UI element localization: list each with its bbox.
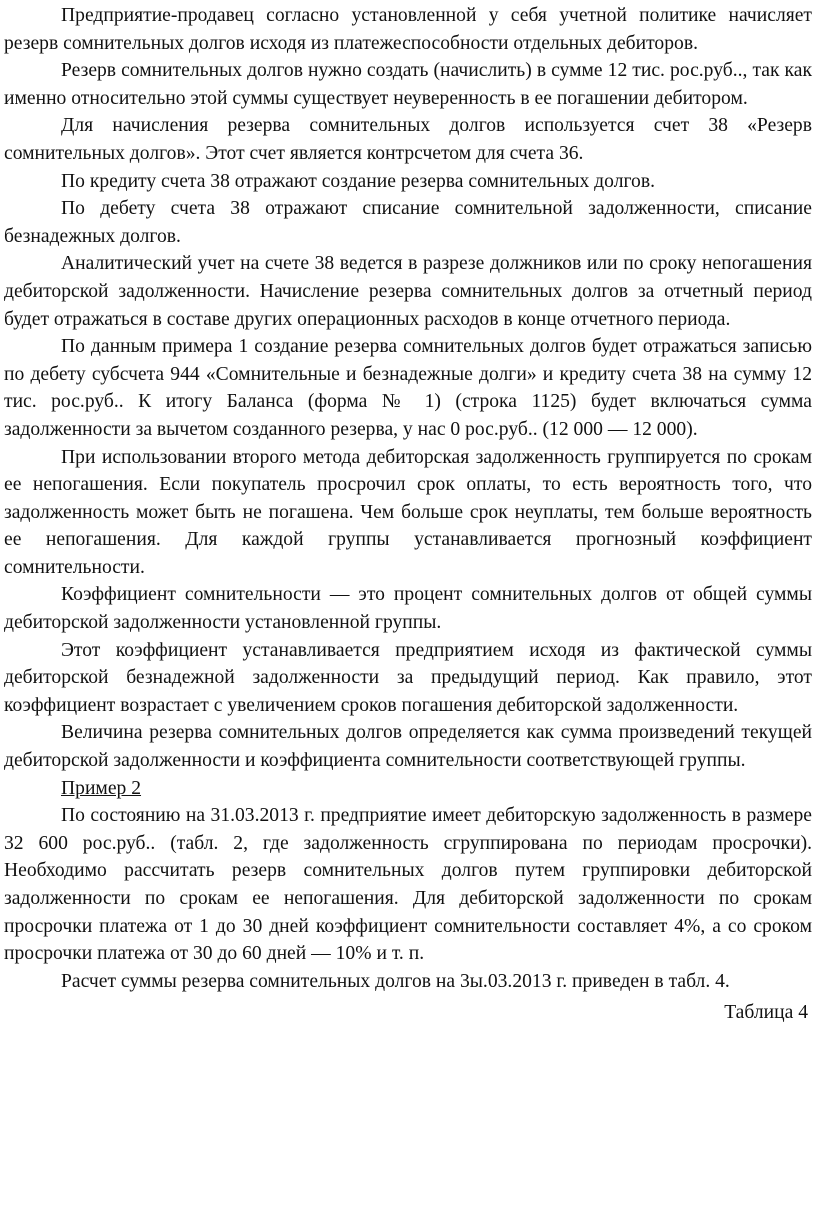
paragraph: По кредиту счета 38 отражают создание резерва сомнительных долгов.	[61, 170, 655, 192]
paragraph: Величина резерва сомнительных долгов определяется как сумма произведений текущей дебиторской задолженности и коэффициента сомнительности соответствующей группы.	[4, 722, 812, 772]
paragraph: Расчет суммы резерва сомнительных долгов на 3ы.03.2013 г. приведен в табл. 4.	[61, 970, 730, 992]
example-heading	[4, 775, 812, 803]
paragraph: Этот коэффициент устанавливается предприятием исходя из фактической суммы дебиторской безнадежной задолженности за предыдущий период. Как правило, этот коэффициент возрастает с увеличением сроков погашения дебиторской задолженности.	[4, 639, 812, 716]
paragraph: При использовании второго метода дебиторская задолженность группируется по срокам ее непогашения. Если покупатель просрочил срок оплаты, то есть вероятность того, что задолженность может быть не погашена. Чем больше срок неуплаты, тем больше вероятность ее непогашения. Для каждой группы устанавливается прогнозный коэффициент сомнительности.	[4, 446, 812, 578]
example-heading-text: Пример 2	[61, 777, 142, 799]
paragraph: По дебету счета 38 отражают списание сомнительной задолженности, списание безнадежных долгов.	[4, 198, 812, 247]
paragraph: По данным примера 1 создание резерва сомнительных долгов будет отражаться записью по дебету субсчета 944 «Сомнительные и безнадежные долги» и кредиту счета 38 на сумму 12 тис. рос.руб.. К итогу Баланса (форма № 1) (строка 1125) будет включаться сумма задолженности за вычетом созданного резерва, у нас 0 рос.руб.. (12 000 — 12 000).	[4, 336, 812, 440]
paragraph: Предприятие-продавец согласно установленной у себя учетной политике начисляет резерв сомнительных долгов исходя из платежеспособности отдельных дебиторов.	[4, 5, 812, 54]
paragraph: Для начисления резерва сомнительных долгов используется счет 38 «Резерв сомнительных долгов». Этот счет является контрсчетом для счета 36.	[4, 115, 812, 164]
table-caption: Таблица 4	[724, 1002, 808, 1024]
paragraph: Резерв сомнительных долгов нужно создать (начислить) в сумме 12 тис. рос.руб.., так как именно относительно этой суммы существует неуверенность в ее погашении дебитором.	[4, 60, 812, 109]
paragraph: Аналитический учет на счете 38 ведется в разрезе должников или по сроку непогашения дебиторской задолженности. Начисление резерва сомнительных долгов за отчетный период будет отражаться в составе других операционных расходов в конце отчетного периода.	[4, 253, 812, 330]
paragraph: Коэффициент сомнительности — это процент сомнительных долгов от общей суммы дебиторской задолженности установленной группы.	[4, 584, 812, 634]
paragraph: По состоянию на 31.03.2013 г. предприятие имеет дебиторскую задолженность в размере 32 600 рос.руб.. (табл. 2, где задолженность сгруппирована по периодам просрочки). Необходимо рассчитать резерв сомнительных долгов путем группировки дебиторской задолженности по срокам ее непогашения. Для дебиторской задолженности по срокам просрочки платежа от 1 до 30 дней коэффициент сомнительности составляет 4%, а со сроком просрочки платежа от 30 до 60 дней — 10% и т. п.	[4, 805, 812, 965]
